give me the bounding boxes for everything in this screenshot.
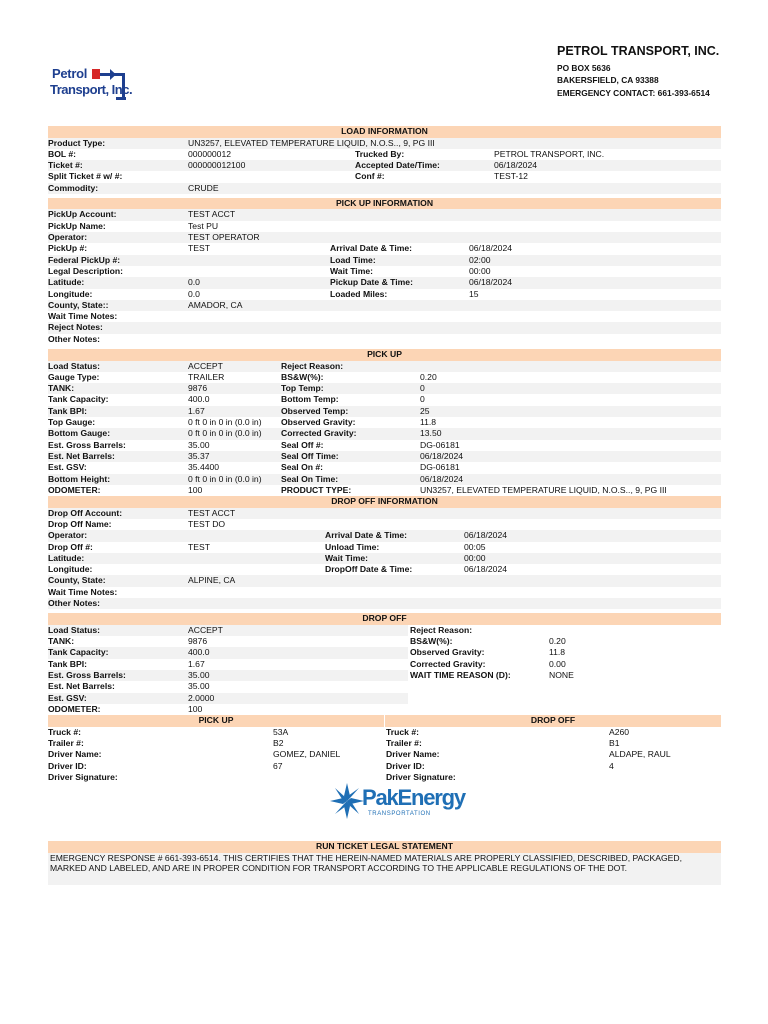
pickup-row: [48, 428, 721, 439]
field-value: ACCEPT: [188, 624, 223, 635]
pakenergy-sub: TRANSPORTATION: [368, 811, 431, 817]
field-label: Load Status:: [48, 360, 101, 371]
field-label: Tank Capacity:: [48, 394, 109, 405]
load-row: [48, 171, 721, 182]
field-value: 0 ft 0 in 0 in (0.0 in): [188, 428, 262, 439]
field-label: Product Type:: [48, 137, 106, 148]
field-label: Latitude:: [48, 552, 85, 563]
field-label-2: DropOff Date & Time:: [325, 564, 413, 575]
field-value: 1.67: [188, 405, 205, 416]
load-information-section: [48, 138, 721, 194]
field-label: Operator:: [48, 232, 88, 243]
field-value: 35.00: [188, 439, 210, 450]
field-label-2: Observed Gravity:: [410, 647, 485, 658]
pickup-info-row: [48, 300, 721, 311]
pickup-info-row: [48, 289, 721, 300]
field-label: PickUp #:: [48, 243, 88, 254]
field-label: Longitude:: [48, 564, 93, 575]
pickup-info-row: [48, 232, 721, 243]
dropoff-row: [48, 670, 721, 681]
field-value: 0 ft 0 in 0 in (0.0 in): [188, 417, 262, 428]
field-label: Tank BPI:: [48, 405, 87, 416]
field-value: 35.00: [188, 669, 210, 680]
field-value-2: DG-06181: [420, 439, 460, 450]
field-value: 1.67: [188, 658, 205, 669]
section-header-pickup: PICK UP: [48, 349, 721, 361]
drivers-row: [48, 727, 721, 738]
field-label: Tank BPI:: [48, 658, 87, 669]
field-label-2: Seal Off Time:: [281, 450, 339, 461]
drivers-row: [48, 749, 721, 760]
pakenergy-logo: [330, 782, 465, 822]
field-value: ACCEPT: [188, 360, 223, 371]
field-label-2: Top Temp:: [281, 383, 324, 394]
field-label: Gauge Type:: [48, 371, 100, 382]
load-row: [48, 138, 721, 149]
field-value: 100: [188, 484, 203, 495]
field-label-2: Arrival Date & Time:: [325, 530, 407, 541]
field-value-2: 06/18/2024: [469, 243, 513, 254]
field-value-2: 02:00: [469, 254, 491, 265]
dropoff-row: [48, 693, 721, 704]
field-label-2: Trailer #:: [386, 737, 422, 748]
pickup-row: [48, 417, 721, 428]
logo-line-2: Transport, Inc.: [50, 82, 133, 97]
field-label: Est. Gross Barrels:: [48, 439, 126, 450]
field-label: County, State::: [48, 299, 109, 310]
field-label: TANK:: [48, 636, 75, 647]
field-value-2: 0: [420, 383, 425, 394]
field-label: Operator:: [48, 530, 88, 541]
field-value-2: NONE: [549, 669, 574, 680]
field-value: 0.0: [188, 288, 200, 299]
company-address-2: BAKERSFIELD, CA 93388: [557, 75, 659, 86]
field-label-2: Unload Time:: [325, 541, 380, 552]
field-label-2: Arrival Date & Time:: [330, 243, 412, 254]
field-value-2: UN3257, ELEVATED TEMPERATURE LIQUID, N.O.S.., 9, PG III: [420, 484, 667, 495]
field-label: Reject Notes:: [48, 322, 103, 333]
drivers-section: [48, 727, 721, 783]
field-label: Federal PickUp #:: [48, 254, 121, 265]
field-label: ODOMETER:: [48, 484, 101, 495]
field-value-2: ALDAPE, RAUL: [609, 749, 671, 760]
field-value: 35.37: [188, 450, 210, 461]
dropoff-info-row: [48, 598, 721, 609]
logo-line-1: Petrol: [52, 66, 88, 81]
field-label: Est. Net Barrels:: [48, 450, 115, 461]
field-value: TEST ACCT: [188, 507, 236, 518]
field-label: TANK:: [48, 383, 75, 394]
field-label: Commodity:: [48, 182, 99, 193]
section-header-dropoff-information: DROP OFF INFORMATION: [48, 496, 721, 508]
pickup-row: [48, 372, 721, 383]
field-label: Est. GSV:: [48, 692, 87, 703]
pickup-info-row: [48, 243, 721, 254]
field-value: 2.0000: [188, 692, 215, 703]
field-label: PickUp Name:: [48, 220, 106, 231]
field-value-2: 4: [609, 760, 614, 771]
field-value: TEST OPERATOR: [188, 232, 260, 243]
field-label-2: Reject Reason:: [410, 624, 473, 635]
field-value: TRAILER: [188, 371, 225, 382]
field-label: Top Gauge:: [48, 417, 96, 428]
field-label-2: Observed Gravity:: [281, 417, 356, 428]
pickup-info-row: [48, 266, 721, 277]
dropoff-section: [48, 625, 721, 715]
dropoff-info-row: [48, 508, 721, 519]
field-label: Est. Gross Barrels:: [48, 669, 126, 680]
field-label-2: Driver ID:: [386, 760, 425, 771]
field-value: 53A: [273, 726, 289, 737]
field-label-2: Bottom Temp:: [281, 394, 339, 405]
field-value: 9876: [188, 636, 208, 647]
field-value: CRUDE: [188, 182, 219, 193]
load-row: [48, 160, 721, 171]
field-label: Latitude:: [48, 277, 85, 288]
field-value-2: 0.00: [549, 658, 566, 669]
pakenergy-name: PakEnergy: [362, 785, 465, 810]
section-header-pickup-information: PICK UP INFORMATION: [48, 198, 721, 210]
pickup-info-row: [48, 209, 721, 220]
field-value: 9876: [188, 383, 208, 394]
pickup-row: [48, 406, 721, 417]
field-value-2: A260: [609, 726, 630, 737]
driver-pickup-header: PICK UP: [48, 715, 384, 727]
field-value: 400.0: [188, 647, 210, 658]
field-label: Split Ticket # w/ #:: [48, 171, 123, 182]
field-value: 400.0: [188, 394, 210, 405]
field-value: TEST: [188, 541, 210, 552]
dropoff-row: [48, 681, 721, 692]
field-value: 35.4400: [188, 462, 220, 473]
field-label-2: Accepted Date/Time:: [355, 160, 440, 171]
field-value: B2: [273, 737, 284, 748]
field-value-2: PETROL TRANSPORT, INC.: [494, 148, 605, 159]
field-label: Drop Off Name:: [48, 518, 112, 529]
company-name: PETROL TRANSPORT, INC.: [557, 44, 720, 58]
dropoff-info-row: [48, 575, 721, 586]
field-value: 35.00: [188, 681, 210, 692]
field-label-2: Corrected Gravity:: [410, 658, 486, 669]
field-value-2: B1: [609, 737, 620, 748]
field-label: BOL #:: [48, 148, 77, 159]
field-label: Est. GSV:: [48, 462, 87, 473]
field-label: Ticket #:: [48, 160, 83, 171]
field-label-2: Observed Temp:: [281, 405, 349, 416]
company-info: [557, 44, 757, 99]
dropoff-info-row: [48, 553, 721, 564]
field-value: TEST DO: [188, 518, 226, 529]
field-value-2: 00:00: [469, 265, 491, 276]
field-value-2: 06/18/2024: [469, 277, 513, 288]
field-label-2: BS&W(%):: [281, 371, 324, 382]
field-value-2: 06/18/2024: [464, 564, 508, 575]
pickup-info-row: [48, 322, 721, 333]
field-value: Test PU: [188, 220, 219, 231]
field-label: Truck #:: [48, 726, 81, 737]
field-label: Bottom Height:: [48, 473, 111, 484]
field-label: Drop Off #:: [48, 541, 93, 552]
field-label: Longitude:: [48, 288, 93, 299]
field-value-2: 0.20: [549, 636, 566, 647]
field-value: TEST: [188, 243, 210, 254]
field-value: TEST ACCT: [188, 209, 236, 220]
field-label: Trailer #:: [48, 737, 84, 748]
field-label-2: Wait Time:: [325, 552, 368, 563]
field-label: ODOMETER:: [48, 703, 101, 714]
field-value-2: 0: [420, 394, 425, 405]
pickup-info-row: [48, 334, 721, 345]
dropoff-row: [48, 659, 721, 670]
field-value-2: DG-06181: [420, 462, 460, 473]
field-value: 0 ft 0 in 0 in (0.0 in): [188, 473, 262, 484]
field-label: Other Notes:: [48, 597, 101, 608]
field-label-2: Loaded Miles:: [330, 288, 388, 299]
field-value-2: 06/18/2024: [420, 473, 464, 484]
field-label: Bottom Gauge:: [48, 428, 111, 439]
field-label: PickUp Account:: [48, 209, 117, 220]
field-value-2: 0.20: [420, 371, 437, 382]
pickup-row: [48, 462, 721, 473]
pickup-row: [48, 485, 721, 496]
dropoff-info-row: [48, 564, 721, 575]
pickup-info-row: [48, 221, 721, 232]
dropoff-row: [48, 636, 721, 647]
field-label: Est. Net Barrels:: [48, 681, 115, 692]
pickup-row: [48, 440, 721, 451]
company-address-1: PO BOX 5636: [557, 63, 611, 73]
pickup-information-section: [48, 209, 721, 345]
field-value: 100: [188, 703, 203, 714]
field-label: County, State:: [48, 575, 106, 586]
field-label: Other Notes:: [48, 333, 101, 344]
field-value-2: 00:05: [464, 541, 486, 552]
emergency-contact: EMERGENCY CONTACT: 661-393-6514: [557, 87, 710, 98]
legal-statement-text: EMERGENCY RESPONSE # 661-393-6514. THIS CERTIFIES THAT THE HEREIN-NAMED MATERIALS ARE PROPERLY CLASSIFIED, DESCRIBED, PACKAGED, MARKED AND LABELED, AND ARE IN PROPER CONDITION FOR TRANSPORT ACCORDING TO THE APPLICABLE REGULATIONS OF THE DOT.: [48, 853, 721, 885]
field-label-2: BS&W(%):: [410, 636, 453, 647]
pickup-info-row: [48, 255, 721, 266]
field-label-2: Load Time:: [330, 254, 376, 265]
section-header-load-information: LOAD INFORMATION: [48, 126, 721, 138]
field-value-2: 13.50: [420, 428, 442, 439]
field-value-2: 06/18/2024: [494, 160, 538, 171]
dropoff-row: [48, 647, 721, 658]
field-label-2: Seal On #:: [281, 462, 324, 473]
driver-dropoff-header: DROP OFF: [385, 715, 721, 727]
field-value-2: 11.8: [420, 417, 437, 428]
pickup-row: [48, 474, 721, 485]
field-value: UN3257, ELEVATED TEMPERATURE LIQUID, N.O.S.., 9, PG III: [188, 137, 435, 148]
field-label: Driver ID:: [48, 760, 87, 771]
field-value-2: 25: [420, 405, 430, 416]
field-label-2: Wait Time:: [330, 265, 373, 276]
field-value: AMADOR, CA: [188, 299, 243, 310]
starburst-icon: [330, 783, 364, 819]
dropoff-info-row: [48, 519, 721, 530]
field-label-2: Corrected Gravity:: [281, 428, 357, 439]
run-ticket: [48, 126, 721, 783]
field-value: ALPINE, CA: [188, 575, 236, 586]
field-label-2: Pickup Date & Time:: [330, 277, 413, 288]
pickup-row: [48, 383, 721, 394]
load-row: [48, 183, 721, 194]
field-label-2: Conf #:: [355, 171, 385, 182]
pickup-info-row: [48, 277, 721, 288]
legal-statement-title: RUN TICKET LEGAL STATEMENT: [48, 841, 721, 853]
dropoff-row: [48, 625, 721, 636]
field-value-2: 15: [469, 288, 479, 299]
field-value: 67: [273, 760, 283, 771]
pickup-section: [48, 361, 721, 497]
field-label-2: WAIT TIME REASON (D):: [410, 669, 511, 680]
dropoff-info-row: [48, 587, 721, 598]
dropoff-information-section: [48, 508, 721, 610]
pickup-row: [48, 451, 721, 462]
field-label: Load Status:: [48, 624, 101, 635]
dropoff-info-row: [48, 530, 721, 541]
field-value: 0.0: [188, 277, 200, 288]
load-row: [48, 149, 721, 160]
field-label: Tank Capacity:: [48, 647, 109, 658]
field-value-2: 06/18/2024: [464, 530, 508, 541]
drivers-row: [48, 738, 721, 749]
field-label: Driver Signature:: [48, 771, 118, 782]
field-label: Drop Off Account:: [48, 507, 123, 518]
field-label: Wait Time Notes:: [48, 311, 118, 322]
field-value: 000000012: [188, 148, 232, 159]
field-label-2: PRODUCT TYPE:: [281, 484, 352, 495]
field-value-2: 00:00: [464, 552, 486, 563]
field-label-2: Driver Signature:: [386, 771, 456, 782]
field-label-2: Truck #:: [386, 726, 419, 737]
field-label-2: Seal On Time:: [281, 473, 339, 484]
field-label-2: Seal Off #:: [281, 439, 324, 450]
pickup-info-row: [48, 311, 721, 322]
legal-statement: [48, 841, 721, 885]
field-value: GOMEZ, DANIEL: [273, 749, 341, 760]
dropoff-info-row: [48, 542, 721, 553]
field-value-2: TEST-12: [494, 171, 528, 182]
field-label-2: Reject Reason:: [281, 360, 344, 371]
field-label: Driver Name:: [48, 749, 102, 760]
field-label: Legal Description:: [48, 265, 123, 276]
pickup-row: [48, 394, 721, 405]
field-value-2: 06/18/2024: [420, 450, 464, 461]
dropoff-row: [48, 704, 721, 715]
field-value: 000000012100: [188, 160, 246, 171]
petrol-transport-logo: [48, 64, 138, 106]
driver-section-headers: [48, 715, 721, 727]
drivers-row: [48, 761, 721, 772]
field-label-2: Trucked By:: [355, 148, 405, 159]
field-label-2: Driver Name:: [386, 749, 440, 760]
section-header-dropoff: DROP OFF: [48, 613, 721, 625]
field-value-2: 11.8: [549, 647, 566, 658]
field-label: Wait Time Notes:: [48, 586, 118, 597]
pickup-row: [48, 361, 721, 372]
